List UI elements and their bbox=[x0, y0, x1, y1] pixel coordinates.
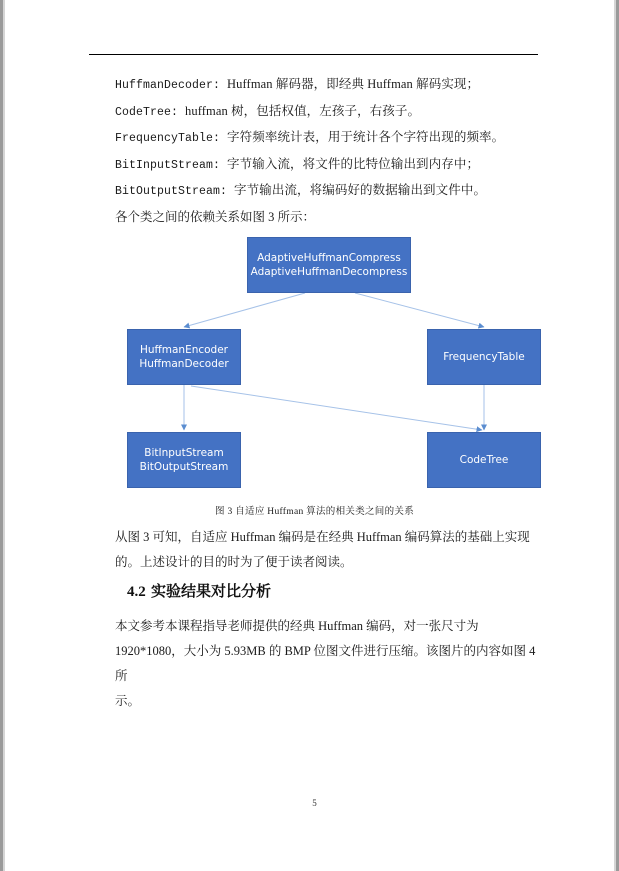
figure-caption bbox=[5, 503, 619, 517]
section-number: 4.2 bbox=[127, 584, 146, 600]
definition-term: BitInputStream: bbox=[115, 158, 221, 172]
paragraph-line: 从图 3 可知，自适应 Huffman 编码是在经典 Huffman 编码算法的基础上实现 bbox=[115, 530, 530, 544]
definition-term: BitOutputStream: bbox=[115, 185, 228, 198]
diagram-box-line: BitInputStream bbox=[144, 446, 224, 459]
figure-intro-line: 各个类之间的依赖关系如图 3 所示： bbox=[115, 209, 316, 224]
paragraph-after-figure bbox=[115, 525, 537, 575]
diagram-box-line: FrequencyTable bbox=[443, 350, 525, 363]
page-frame-right-shadow bbox=[614, 0, 616, 871]
definition-description: 字节输出流，将编码好的数据输出到文件中。 bbox=[234, 183, 487, 197]
definition-item bbox=[115, 152, 535, 179]
diagram-box-line: BitOutputStream bbox=[139, 461, 229, 473]
page-number: 5 bbox=[312, 798, 317, 808]
figure-caption-text: 自适应 Huffman 算法的相关类之间的关系 bbox=[235, 507, 414, 517]
section-title: 实验结果对比分析 bbox=[150, 582, 271, 600]
definition-list bbox=[115, 72, 535, 229]
definition-item bbox=[115, 72, 535, 99]
figure-caption-prefix: 图 3 bbox=[215, 507, 233, 517]
definition-term: HuffmanDecoder: bbox=[115, 79, 221, 92]
paragraph-line: 本文参考本课程指导老师提供的经典 Huffman 编码，对一张尺寸为 bbox=[115, 619, 479, 633]
section-heading-4-2 bbox=[127, 580, 271, 601]
definition-item bbox=[115, 125, 535, 152]
definition-description: Huffman 解码器，即经典 Huffman 解码实现； bbox=[227, 77, 480, 91]
diagram-box-line: AdaptiveHuffmanDecompress bbox=[250, 266, 408, 278]
diagram-box-line: HuffmanEncoder bbox=[139, 343, 228, 356]
diagram-box-frequency-table[interactable] bbox=[427, 329, 541, 385]
diagram-box-code-tree[interactable] bbox=[427, 432, 541, 488]
definition-description: huffman 树，包括权值，左孩子，右孩子。 bbox=[185, 103, 421, 118]
diagram-box-bit-streams[interactable] bbox=[127, 432, 241, 488]
paragraph-line: 1920*1080，大小为 5.93MB 的 BMP 位图文件进行压缩。该图片的内容如图 4 所 bbox=[115, 644, 536, 683]
definition-term: CodeTree: bbox=[115, 105, 179, 119]
definition-item bbox=[115, 178, 535, 205]
paragraph-experiment-intro bbox=[115, 614, 539, 714]
paragraph-line: 示。 bbox=[115, 694, 141, 708]
definition-item bbox=[115, 99, 535, 126]
connector-top-to-frequency bbox=[355, 293, 484, 327]
connector-top-to-encoder bbox=[184, 293, 305, 327]
definition-description: 字节输入流，将文件的比特位输出到内存中； bbox=[227, 156, 480, 171]
diagram-box-huffman-encoder-decoder[interactable] bbox=[127, 329, 241, 385]
document-page bbox=[5, 0, 614, 871]
diagram-box-adaptive-huffman[interactable] bbox=[247, 237, 411, 293]
definition-description: 字符频率统计表，用于统计各个字符出现的频率。 bbox=[227, 130, 505, 144]
connector-encoder-to-codetree bbox=[191, 386, 482, 430]
diagram-box-line: AdaptiveHuffmanCompress bbox=[257, 251, 401, 264]
paragraph-line: 的。上述设计的目的时为了便于读者阅读。 bbox=[115, 555, 353, 569]
diagram-box-line: HuffmanDecoder bbox=[139, 358, 229, 370]
page-header-rule bbox=[89, 54, 538, 55]
definition-term: FrequencyTable: bbox=[115, 132, 221, 145]
diagram-box-line: CodeTree bbox=[459, 453, 509, 466]
